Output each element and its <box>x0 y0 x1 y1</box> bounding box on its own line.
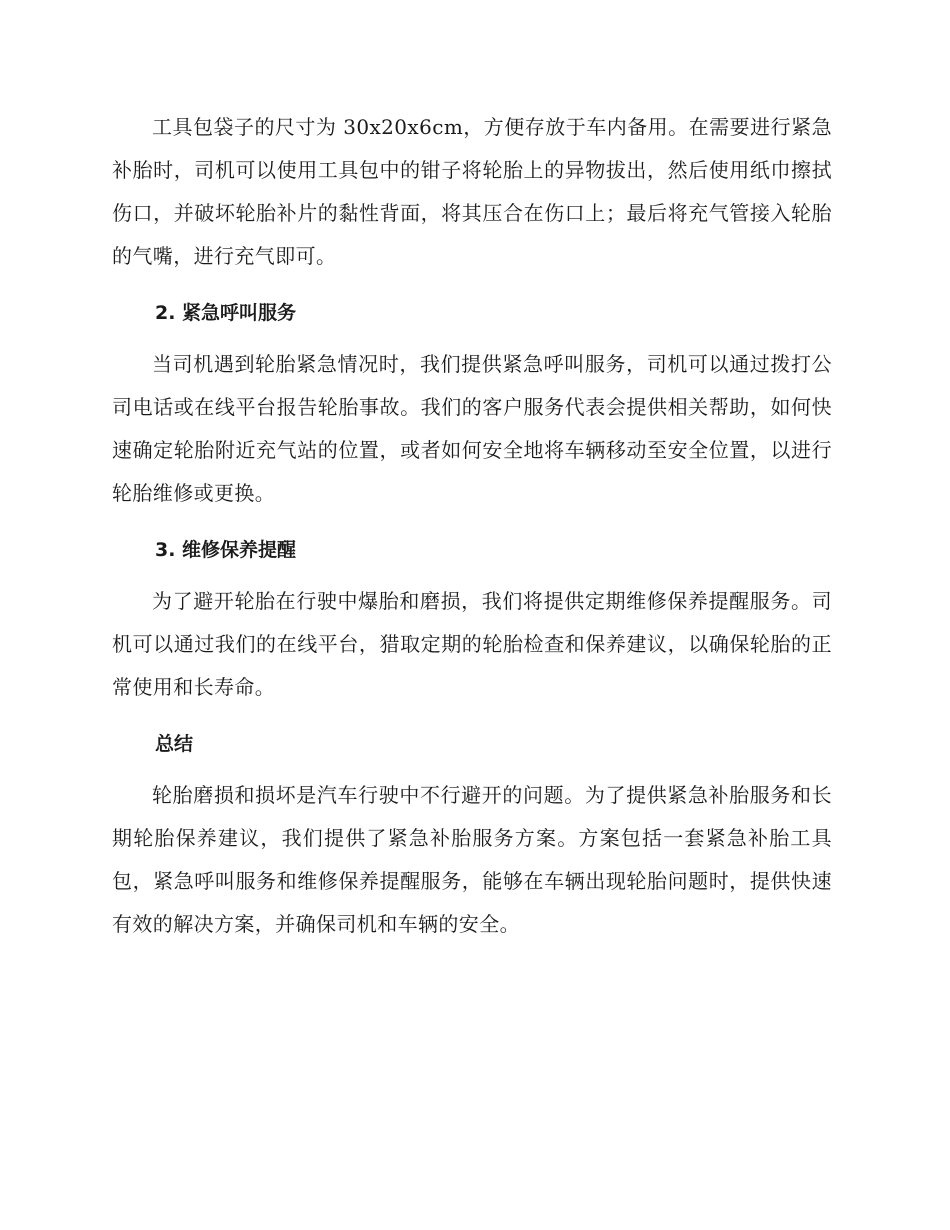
spacer <box>112 278 832 292</box>
spacer <box>112 709 832 723</box>
section-paragraph-maintenance-reminder: 为了避开轮胎在行驶中爆胎和磨损，我们将提供定期维修保养提醒服务。司机可以通过我们的在线平台，猎取定期的轮胎检查和保养建议，以确保轮胎的正常使用和长寿命。 <box>112 589 832 699</box>
section-heading-maintenance-reminder: 3. 维修保养提醒 <box>155 539 297 561</box>
spacer <box>112 766 832 774</box>
intro-paragraph: 工具包袋子的尺寸为 30x20x6cm，方便存放于车内备用。在需要进行紧急补胎时，司机可以使用工具包中的钳子将轮胎上的异物拔出，然后使用纸巾擦拭伤口，并破坏轮胎补片的黏性背面，将其压合在伤口上；最后将充气管接入轮胎的气嘴，进行充气即可。 <box>112 115 832 268</box>
section-heading-summary: 总结 <box>155 733 194 755</box>
section-heading-emergency-call: 2. 紧急呼叫服务 <box>155 302 297 324</box>
section-paragraph-summary: 轮胎磨损和损坏是汽车行驶中不行避开的问题。为了提供紧急补胎服务和长期轮胎保养建议，我们提供了紧急补胎服务方案。方案包括一套紧急补胎工具包，紧急呼叫服务和维修保养提醒服务，能够在车辆出现轮胎问题时，提供快速有效的解决方案，并确保司机和车辆的安全。 <box>112 783 832 936</box>
section-paragraph-emergency-call: 当司机遇到轮胎紧急情况时，我们提供紧急呼叫服务，司机可以通过拨打公司电话或在线平台报告轮胎事故。我们的客户服务代表会提供相关帮助，如何快速确定轮胎附近充气站的位置，或者如何安全地将车辆移动至安全位置，以进行轮胎维修或更换。 <box>112 352 832 505</box>
spacer <box>112 335 832 343</box>
document-body <box>112 106 832 946</box>
spacer <box>112 572 832 580</box>
spacer <box>112 515 832 529</box>
